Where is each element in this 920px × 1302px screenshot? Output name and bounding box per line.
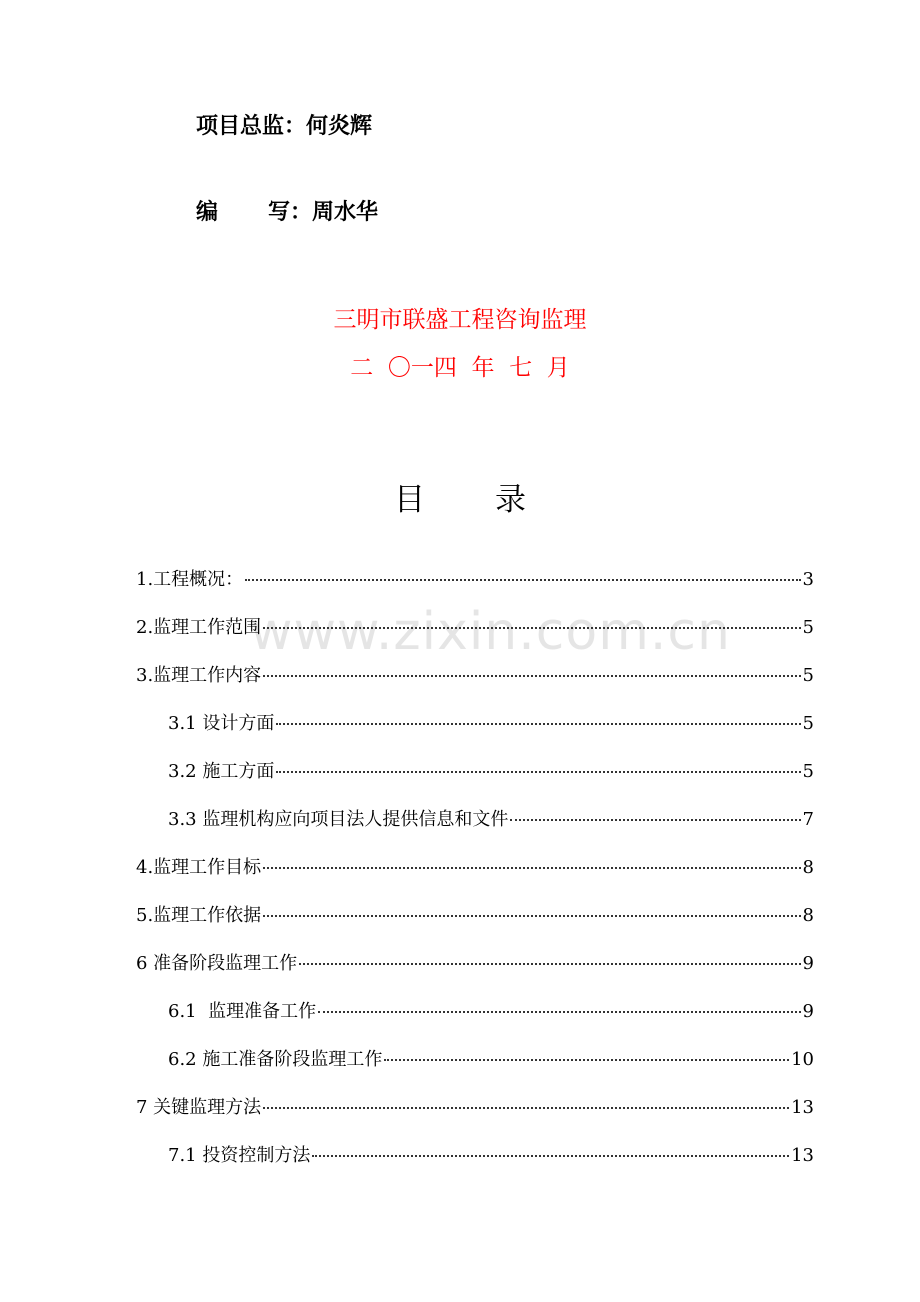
- toc-entry[interactable]: [168, 807, 814, 833]
- toc-leader: [263, 866, 800, 869]
- watermark-text: www.zixin.com.cn: [250, 602, 731, 662]
- toc-leader: [263, 914, 800, 917]
- toc-entry-text: 6.1 监理准备工作: [168, 1001, 317, 1022]
- toc-entry[interactable]: [136, 567, 814, 593]
- toc-title: [0, 480, 920, 520]
- toc-entry[interactable]: [168, 999, 814, 1025]
- toc-leader: [299, 962, 800, 965]
- project-director-line: [196, 112, 372, 142]
- toc-entry-text: 7.1 投资控制方法: [168, 1145, 311, 1166]
- toc-leader: [263, 626, 800, 629]
- toc-entry-text: 5.监理工作依据: [136, 905, 262, 926]
- toc-entry-page: 8: [802, 905, 814, 926]
- toc-entry-text: 3.2 施工方面: [168, 761, 275, 782]
- toc-leader: [510, 818, 800, 821]
- writer-label-second: 写：: [268, 200, 313, 225]
- toc-entry[interactable]: [136, 615, 814, 641]
- toc-entry[interactable]: [136, 1095, 814, 1121]
- writer-line: [196, 198, 378, 228]
- writer-label-first: 编: [196, 200, 219, 225]
- toc-entry-text: 4.监理工作目标: [136, 857, 262, 878]
- toc-leader: [276, 770, 800, 773]
- toc-entry-page: 5: [802, 713, 814, 734]
- toc-entry-page: 13: [791, 1097, 814, 1118]
- toc-entry[interactable]: [136, 903, 814, 929]
- organization-name: 三明市联盛工程咨询监理: [333, 307, 587, 333]
- toc-entry-text: 7 关键监理方法: [136, 1097, 262, 1118]
- toc-entry-page: 8: [802, 857, 814, 878]
- toc-entry-text: 1.工程概况：: [136, 569, 244, 590]
- toc-leader: [384, 1058, 789, 1061]
- toc-entry-page: 5: [802, 617, 814, 638]
- toc-entry[interactable]: [136, 663, 814, 689]
- toc-entry-page: 10: [791, 1049, 814, 1070]
- toc-entry[interactable]: [168, 1047, 814, 1073]
- toc-entry-text: 2.监理工作范围: [136, 617, 262, 638]
- toc-leader: [263, 1106, 789, 1109]
- toc-entry-text: 6 准备阶段监理工作: [136, 953, 298, 974]
- project-director-label: 项目总监：: [196, 114, 307, 139]
- toc-entry-page: 9: [802, 1001, 814, 1022]
- toc-entry-text: 3.1 设计方面: [168, 713, 275, 734]
- toc-leader: [245, 578, 800, 581]
- toc-entry[interactable]: [168, 759, 814, 785]
- toc-title-first-char: 目: [394, 482, 425, 518]
- toc-title-second-char: 录: [495, 482, 526, 518]
- toc-entry-text: 6.2 施工准备阶段监理工作: [168, 1049, 383, 1070]
- toc-leader: [276, 722, 800, 725]
- toc-entry[interactable]: [168, 711, 814, 737]
- document-date: 二 〇一四 年 七 月: [350, 355, 570, 381]
- project-director-name: 何炎辉: [306, 114, 373, 139]
- toc-entry-page: 5: [802, 665, 814, 686]
- toc-entry-text: 3.监理工作内容: [136, 665, 262, 686]
- toc-entry[interactable]: [136, 855, 814, 881]
- writer-name: 周水华: [312, 200, 379, 225]
- toc-entry[interactable]: [168, 1143, 814, 1169]
- toc-entry[interactable]: [136, 951, 814, 977]
- toc-entry-page: 7: [802, 809, 814, 830]
- toc-entry-text: 3.3 监理机构应向项目法人提供信息和文件: [168, 809, 509, 830]
- toc-leader: [312, 1154, 789, 1157]
- toc-entry-page: 5: [802, 761, 814, 782]
- toc-entry-page: 9: [802, 953, 814, 974]
- toc-leader: [263, 674, 800, 677]
- toc-leader: [318, 1010, 800, 1013]
- toc-entry-page: 3: [802, 569, 814, 590]
- toc-entry-page: 13: [791, 1145, 814, 1166]
